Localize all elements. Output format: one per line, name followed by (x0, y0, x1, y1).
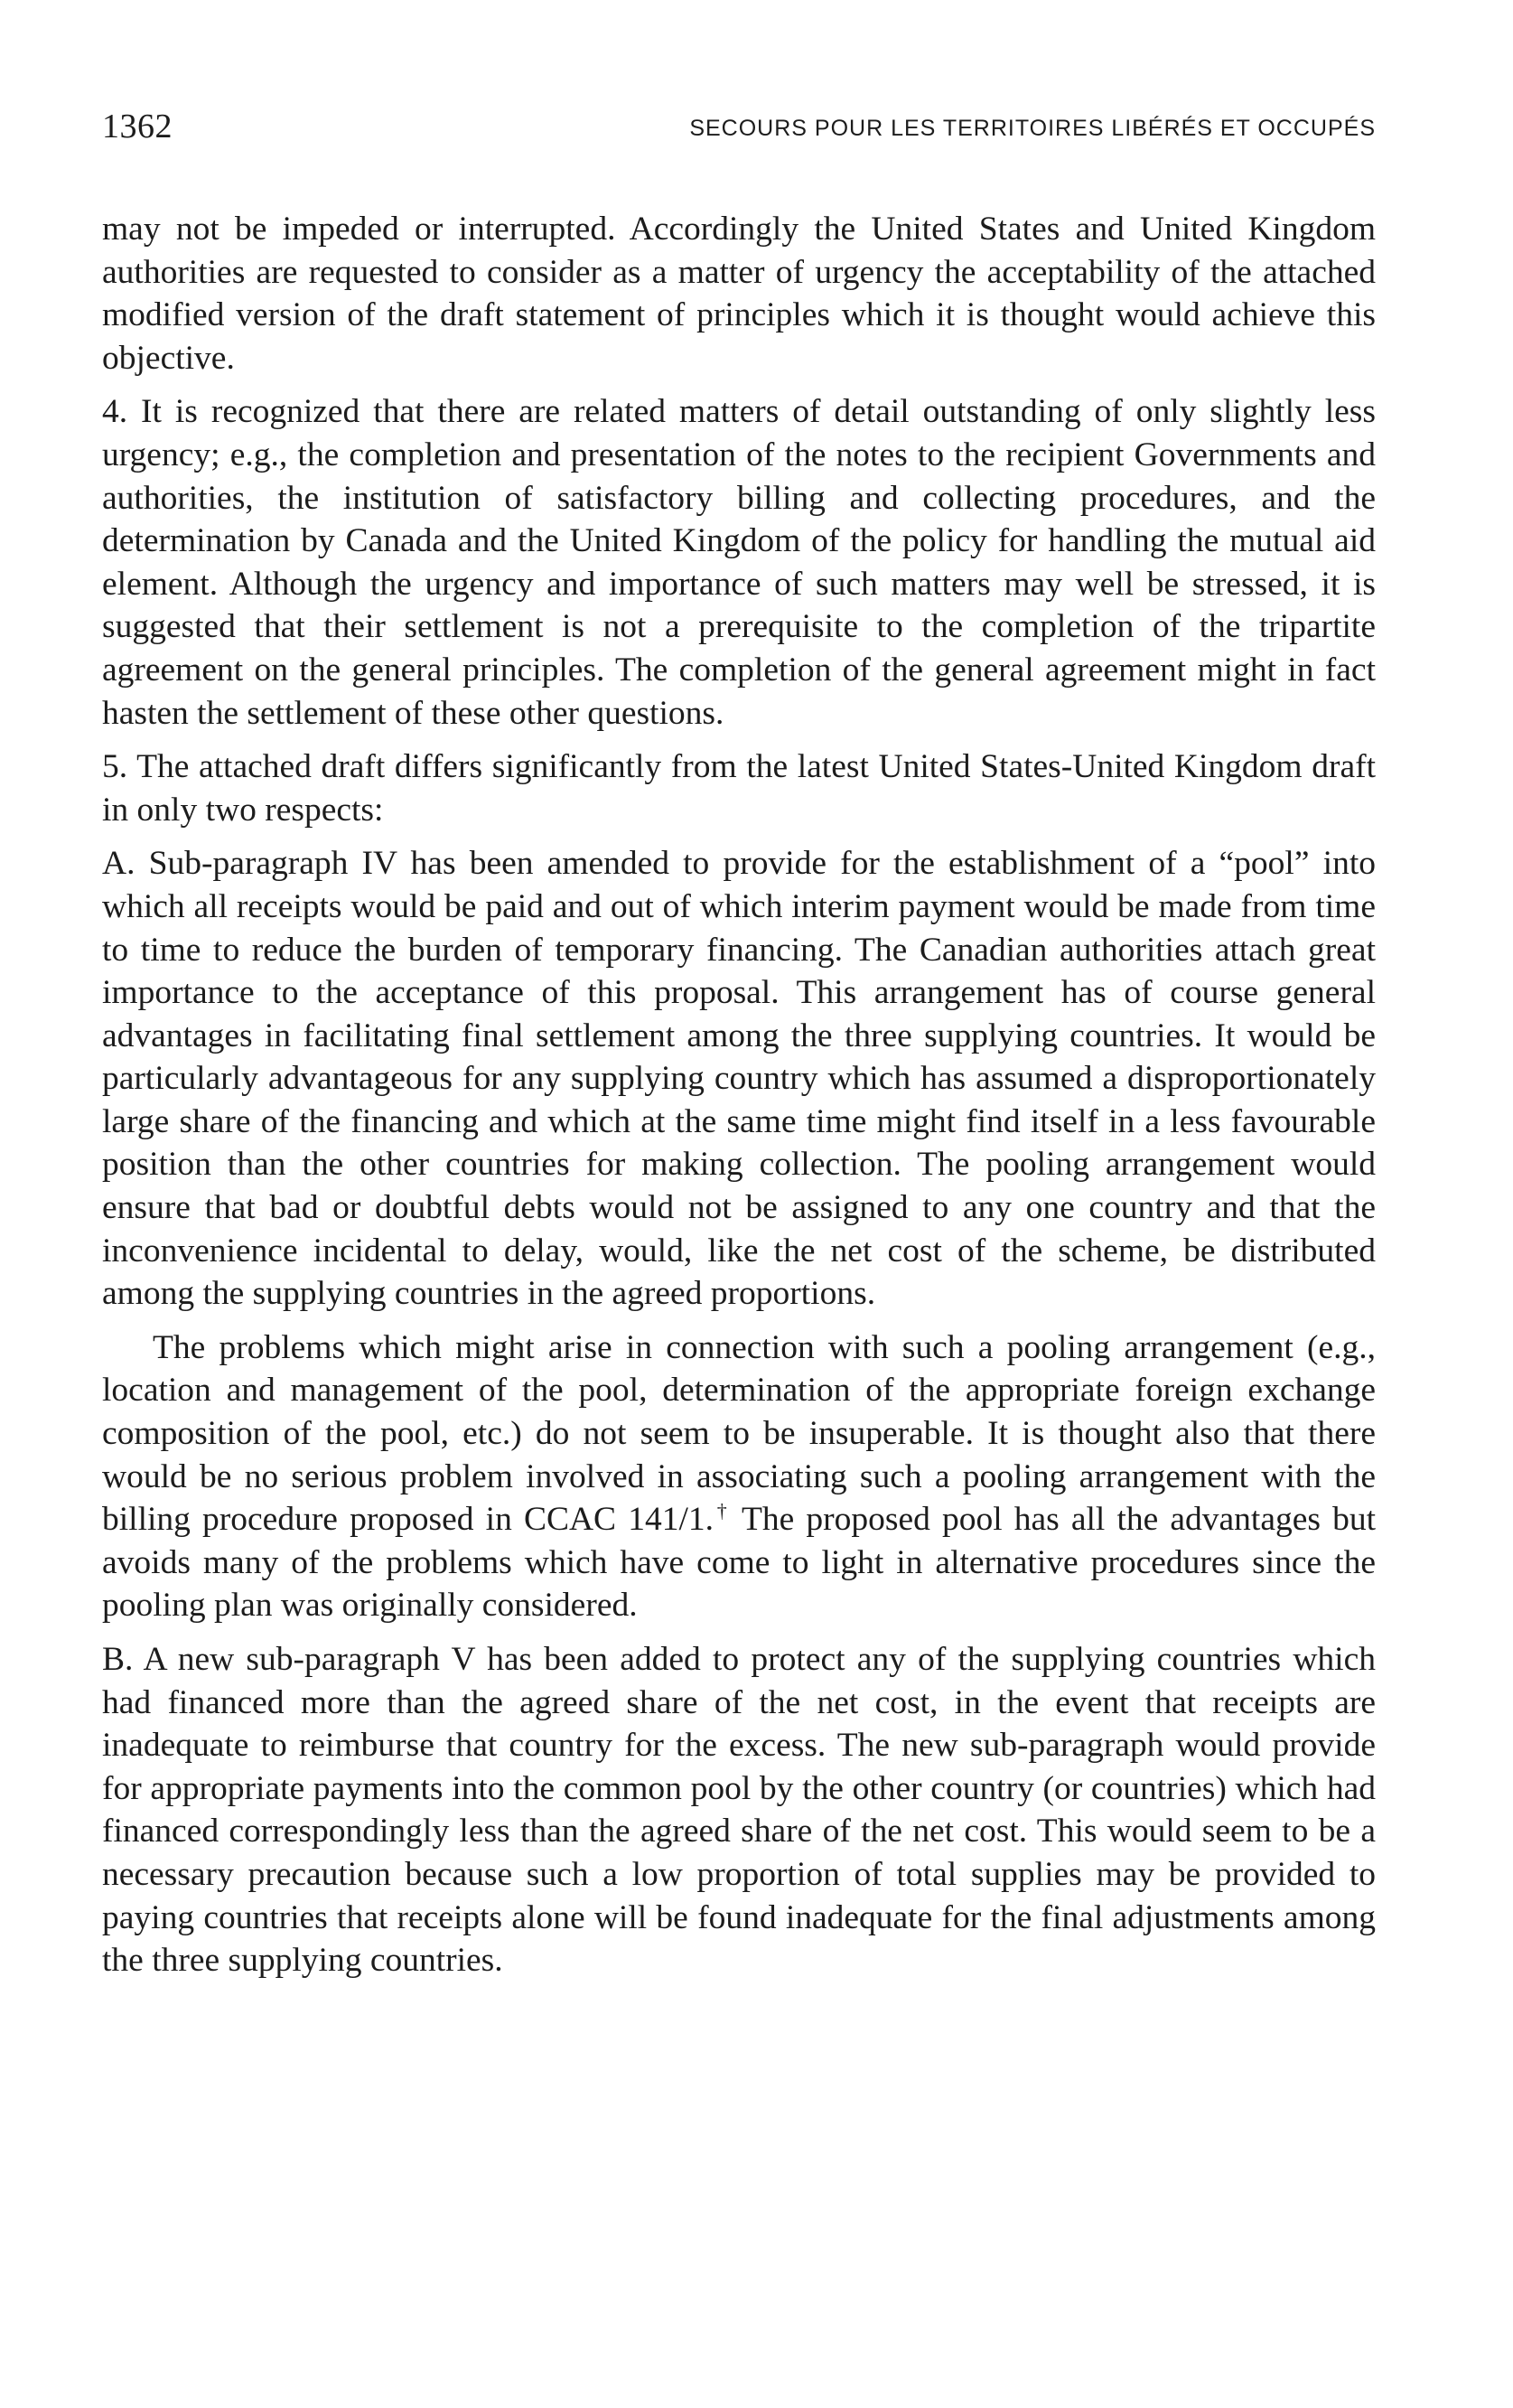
paragraph-continuation: may not be impeded or interrupted. Accordingly the United States and United Kingdom authorities are requested to consider as a matter of urgency the acceptability of the attached modified version of the draft statement of principles which it is thought would achieve this objective. (102, 211, 1376, 377)
page-number: 1362 (102, 108, 173, 145)
paragraph-5a: A. Sub-paragraph IV has been amended to provide for the establishment of a “pool” into which all receipts would be paid and out of which interim payment would be made from time to time to reduce the burden of temporary financing. The Canadian authorities attach great importance to the acceptance of this proposal. This arrangement has of course general advantages in facilitating final settlement among the three supplying countries. It would be particularly advantageous for any supplying country which has assumed a disproportionately large share of the financing and which at the same time might find itself in a less favourable position than the other countries for making collection. The pooling arrangement would ensure that bad or doubtful debts would not be assigned to any one country and that the inconvenience incidental to delay, would, like the net cost of the scheme, be distributed among the supplying countries in the agreed proportions. (102, 845, 1376, 1313)
paragraph-5b: B. A new sub-paragraph V has been added to protect any of the supplying countries which had financed more than the agreed share of the net cost, in the event that receipts are inadequate to reimburse that country for the excess. The new sub-paragraph would provide for appropriate payments into the common pool by the other country (or countries) which had financed correspondingly less than the agreed share of the net cost. This would seem to be a necessary precaution because such a low proportion of total supplies may be provided to paying countries that receipts alone will be found inadequate for the final adjustments among the three supplying countries. (102, 1641, 1376, 1980)
paragraph-pooling-problems (102, 1326, 1376, 1627)
paragraph-5: 5. The attached draft differs significantly from the latest United States-United Kingdom draft in only two respects: (102, 748, 1376, 829)
running-head: SECOURS POUR LES TERRITOIRES LIBÉRÉS ET OCCUPÉS (689, 116, 1376, 141)
page-header (102, 107, 1376, 161)
footnote-dagger-mark[interactable]: † (714, 1499, 731, 1523)
paragraph-pooling-text-before: The problems which might arise in connection with such a pooling arrangement (e.g., location and management of the pool, determination of the appropriate foreign exchange composition of the pool, etc.) do not seem to be insuperable. It is thought also that there would be no serious problem involved in associating such a pooling arrangement with the billing procedure proposed in CCAC 141/1. (102, 1328, 1376, 1539)
document-body (102, 208, 1376, 1982)
paragraph-4: 4. It is recognized that there are related matters of detail outstanding of only slightly less urgency; e.g., the completion and presentation of the notes to the recipient Governments and authorities, the institution of satisfactory billing and collecting procedures, and the determination by Canada and the United Kingdom of the policy for handling the mutual aid element. Although the urgency and importance of such matters may well be stressed, it is suggested that their settlement is not a prerequisite to the completion of the tripartite agreement on the general principles. The completion of the general agreement might in fact hasten the settlement of these other questions. (102, 393, 1376, 732)
paragraph-pooling-text-after: The proposed pool has all the advantages but avoids many of the problems which have come to light in alternative procedures since the pooling plan was originally considered. (102, 1501, 1377, 1625)
